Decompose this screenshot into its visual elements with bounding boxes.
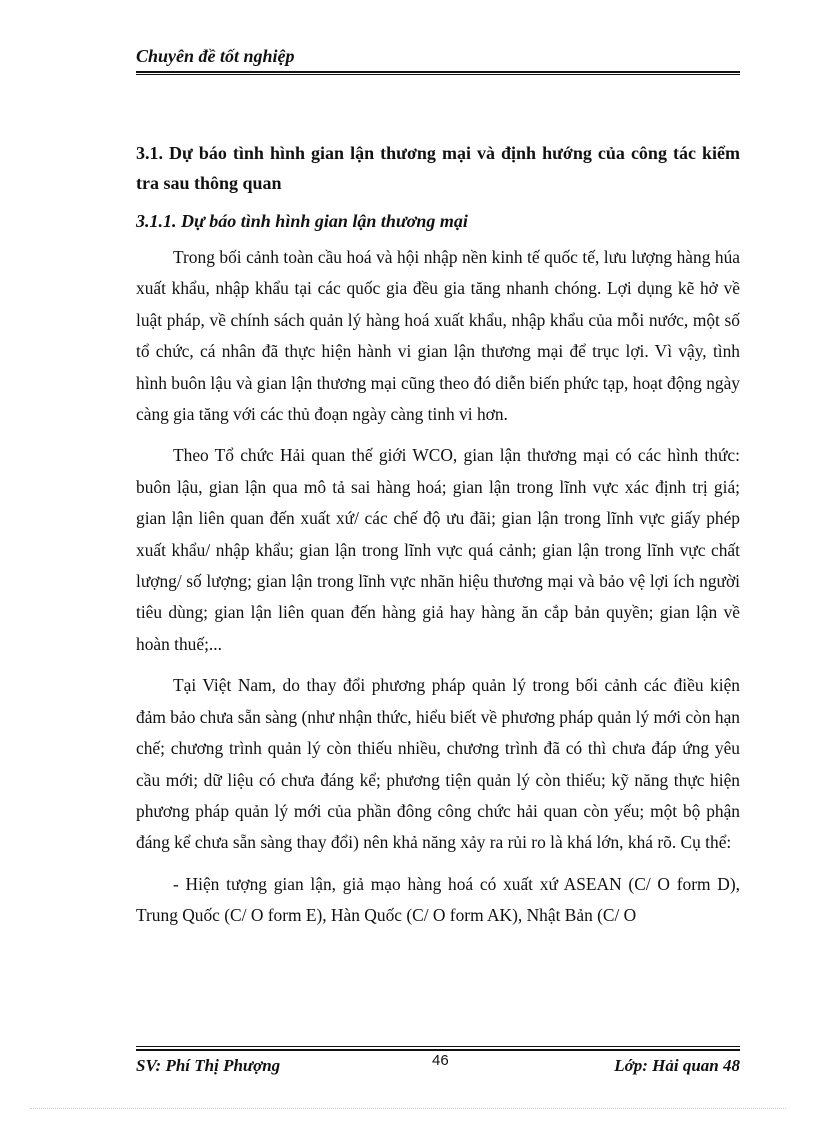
page-number: 46 <box>432 1052 449 1069</box>
subsection-heading: 3.1.1. Dự báo tình hình gian lận thương mại <box>136 211 468 231</box>
paragraph-3: Tại Việt Nam, do thay đổi phương pháp quản lý trong bối cảnh các điều kiện đảm bảo chưa sẵn sàng (như nhận thức, hiểu biết về phương pháp quản lý mới còn hạn chế; chương trình quản lý còn thiếu nhiều, chương trình đã có thì chưa đáp ứng yêu cầu mới; dữ liệu có chưa đáng kể; phương tiện quản lý còn thiếu; kỹ năng thực hiện phương pháp quản lý mới của phần đông công chức hải quan còn yếu; một bộ phận đáng kể chưa sẵn sàng thay đổi) nên khả năng xảy ra rủi ro là khá lớn, khá rõ. Cụ thể: <box>136 675 740 853</box>
page-bottom-dotted-line <box>30 1108 786 1109</box>
header-rule-thin <box>136 74 740 75</box>
document-body <box>136 138 740 942</box>
footer-class: Lớp: Hải quan 48 <box>614 1056 740 1075</box>
footer-rule <box>136 1049 740 1051</box>
header-title: Chuyên đề tốt nghiệp <box>136 46 295 66</box>
page-header <box>136 46 740 67</box>
paragraph-4: - Hiện tượng gian lận, giả mạo hàng hoá có xuất xứ ASEAN (C/ O form D), Trung Quốc (C/ O form E), Hàn Quốc (C/ O form AK), Nhật Bản (C/ O <box>136 873 740 926</box>
section-heading: 3.1. Dự báo tình hình gian lận thương mại và định hướng của công tác kiểm tra sau thông quan <box>136 143 740 193</box>
page-footer <box>136 1046 740 1086</box>
paragraph-2: Theo Tổ chức Hải quan thế giới WCO, gian lận thương mại có các hình thức: buôn lậu, gian lận qua mô tả sai hàng hoá; gian lận trong lĩnh vực xác định trị giá; gian lận liên quan đến xuất xứ/ các chế độ ưu đãi; gian lận trong lĩnh vực giấy phép xuất khẩu/ nhập khẩu; gian lận trong lĩnh vực quá cảnh; gian lận trong lĩnh vực chất lượng/ số lượng; gian lận trong lĩnh vực nhãn hiệu thương mại và bảo vệ lợi ích người tiêu dùng; gian lận liên quan đến hàng giả hay hàng ăn cắp bản quyền; gian lận về hoàn thuế;... <box>136 445 740 654</box>
header-rule <box>136 71 740 73</box>
footer-rule-thin <box>136 1046 740 1047</box>
footer-student-name: SV: Phí Thị Phượng <box>136 1056 281 1075</box>
paragraph-1: Trong bối cảnh toàn cầu hoá và hội nhập nền kinh tế quốc tế, lưu lượng hàng húa xuất khẩu, nhập khẩu tại các quốc gia đều gia tăng nhanh chóng. Lợi dụng kẽ hở về luật pháp, về chính sách quản lý hàng hoá xuất khẩu, nhập khẩu của mỗi nước, một số tổ chức, cá nhân đã thực hiện hành vi gian lận thương mại để trục lợi. Vì vậy, tình hình buôn lậu và gian lận thương mại cũng theo đó diễn biến phức tạp, hoạt động ngày càng gia tăng với các thủ đoạn ngày càng tinh vi hơn. <box>136 247 740 425</box>
